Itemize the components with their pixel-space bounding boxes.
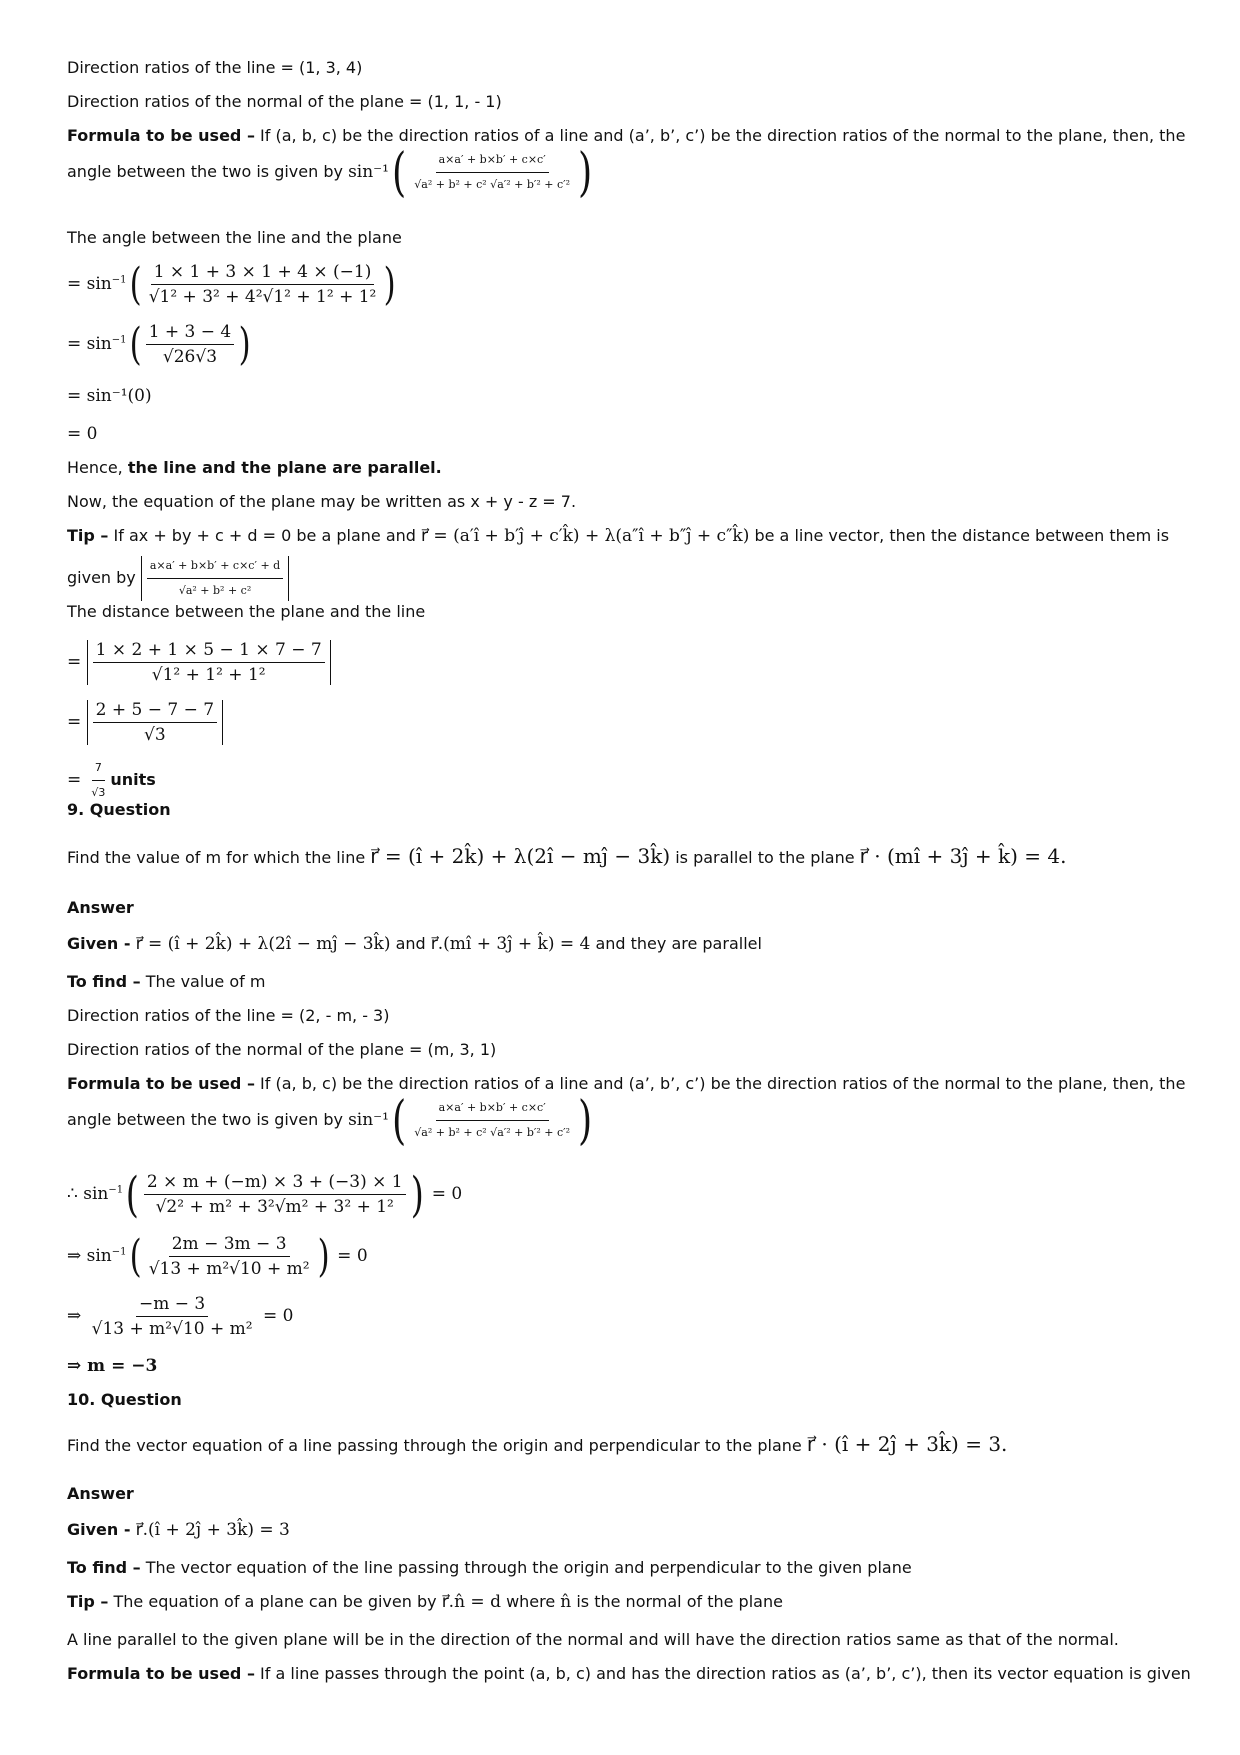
q10-formula — [67, 1664, 1191, 1684]
d1-den: √1² + 1² + 1² — [151, 665, 266, 685]
q9-tofind — [67, 972, 265, 992]
formula-fraction — [411, 150, 573, 195]
q9-result: ⇒ m = −3 — [67, 1356, 158, 1376]
q9-line-eq: r⃗ = (î + 2k̂) + λ(2î − mĵ − 3k̂) — [370, 844, 671, 868]
paren: ( — [392, 142, 407, 203]
q10-plane-eq: r⃗ · (î + 2ĵ + 3k̂) = 3. — [806, 1432, 1008, 1456]
s1-num: 2 × m + (−m) × 3 + (−3) × 1 — [144, 1172, 406, 1195]
hence-bold: the line and the plane are parallel. — [127, 458, 442, 477]
q10-question — [67, 1434, 1007, 1456]
formula-text2: angle between the two is given by — [67, 162, 343, 181]
distance-step-1: = $\frac{1 \times 2 + 1 \times 5 - 1 \times 7 - 7}{\text{√1² + 1² + 1²}}$ — [67, 640, 331, 685]
step2-num: 1 + 3 − 4 — [146, 322, 235, 345]
tip-num: a×a′ + b×b′ + c×c′ + d — [147, 556, 283, 579]
q9-plane-eq: r⃗ · (mî + 3ĵ + k̂) = 4. — [859, 844, 1067, 868]
hence-line — [67, 458, 442, 478]
tip-given-by — [67, 556, 289, 601]
formula-fraction — [411, 1098, 573, 1143]
q9-step-1: ∴ $\sin^{-1}$( $\frac{2 \times m + (-m) \times 3 + (-3) \times 1}{\text{√2² + m² + 3²√m² + 3² + 1²}}$ ) = 0 — [67, 1166, 463, 1223]
tip-text1: If ax + by + c + d = 0 be a plane and — [113, 526, 416, 545]
q9-question-text: Find the value of m for which the line — [67, 848, 366, 867]
formula-label: Formula to be used – — [67, 1074, 255, 1093]
tip-text2: where — [506, 1592, 556, 1611]
d2-den: √3 — [144, 725, 166, 745]
tip-text3: is the normal of the plane — [576, 1592, 783, 1611]
hence-text: Hence, — [67, 458, 123, 477]
s2-num: 2m − 3m − 3 — [169, 1234, 290, 1257]
step1-num: 1 × 1 + 3 × 1 + 4 × (−1) — [151, 262, 375, 285]
formula-line — [67, 126, 1185, 146]
formula-num: a×a′ + b×b′ + c×c′ — [436, 1098, 549, 1121]
formula-expr: sin⁻¹ — [348, 162, 389, 182]
s3-num: −m − 3 — [136, 1294, 208, 1317]
formula-text: If (a, b, c) be the direction ratios of a line and (a’, b’, c’) be the direction ratios of the normal to the plane, then, the — [260, 1074, 1186, 1093]
s2-den: √13 + m²√10 + m² — [148, 1259, 310, 1279]
tip-den: √a² + b² + c² — [178, 584, 252, 597]
q9-question — [67, 846, 1066, 868]
q9-question-mid: is parallel to the plane — [675, 848, 855, 867]
q9-formula-angle: angle between the two is given by sin⁻¹( $\frac{a\times a' + b\times b' + c\times c'}{\text{√a² + b² + c² √a′² + b′² + c′²}}$ ) — [67, 1090, 593, 1151]
q10-answer: Answer — [67, 1484, 134, 1503]
given-label: Given - — [67, 934, 131, 953]
tofind-label: To find – — [67, 1558, 141, 1577]
formula-den: √a² + b² + c² √a′² + b′² + c′² — [414, 178, 571, 191]
tofind-text: The vector equation of the line passing through the origin and perpendicular to the given plane — [145, 1558, 912, 1577]
step1-den: √1² + 3² + 4²√1² + 1² + 1² — [148, 287, 377, 307]
s1-den: √2² + m² + 3²√m² + 3² + 1² — [155, 1197, 394, 1217]
tip-vector: r⃗ = (a′î + b′ĵ + c′k̂) + λ(a″î + b″ĵ + c″k̂) — [421, 526, 750, 546]
d2-num: 2 + 5 − 7 − 7 — [93, 700, 217, 723]
q9-step-3: ⇒ $\frac{-m - 3}{\text{√13 + m²√10 + m²}}$ = 0 — [67, 1294, 294, 1339]
tip-abs — [141, 556, 289, 601]
given-expr: r⃗.(î + 2ĵ + 3k̂) = 3 — [135, 1520, 290, 1540]
formula-label: Formula to be used – — [67, 126, 255, 145]
tofind-label: To find – — [67, 972, 141, 991]
step1-fraction — [146, 262, 380, 307]
given-expr2: r⃗.(mî + 3ĵ + k̂) = 4 — [430, 934, 591, 954]
d3-num: 7 — [92, 758, 105, 781]
q9-dr-line: Direction ratios of the line = (2, - m, - 3) — [67, 1006, 390, 1025]
formula-text: If a line passes through the point (a, b, c) and has the direction ratios as (a’, b’, c’), then its vector equation is given — [260, 1664, 1191, 1683]
step2-den: √26√3 — [162, 347, 218, 367]
formula-text: If (a, b, c) be the direction ratios of a line and (a’, b’, c’) be the direction ratios of the normal to the plane, then, the — [260, 126, 1186, 145]
angle-step-1: = $\sin^{-1}$( $\frac{1 \times 1 + 3 \times 1 + 4 \times (-1)}{\text{√1² + 3² + 4²√1² + 1² + 1²}}$ ) — [67, 258, 396, 310]
q9-answer: Answer — [67, 898, 134, 917]
angle-step-2: = $\sin^{-1}$( $\frac{1 + 3 - 4}{√26√3}$ ) — [67, 318, 251, 370]
tip-line — [67, 526, 1169, 546]
tip-text3: given by — [67, 568, 136, 587]
q9-heading: 9. Question — [67, 800, 171, 819]
q10-tofind — [67, 1558, 912, 1578]
q10-parallel: A line parallel to the given plane will be in the direction of the normal and will have the direction ratios same as that of the normal. — [67, 1630, 1119, 1649]
q9-dr-normal: Direction ratios of the normal of the plane = (m, 3, 1) — [67, 1040, 497, 1059]
q10-tip — [67, 1592, 783, 1612]
s3-den: √13 + m²√10 + m² — [91, 1319, 253, 1339]
q9-formula-line — [67, 1074, 1185, 1094]
dr-line: Direction ratios of the line = (1, 3, 4) — [67, 58, 363, 77]
q9-given — [67, 934, 762, 954]
formula-angle-line — [67, 142, 595, 203]
distance-intro: The distance between the plane and the line — [67, 602, 426, 621]
tip-label: Tip – — [67, 526, 109, 545]
q10-question-text: Find the vector equation of a line passing through the origin and perpendicular to the plane — [67, 1436, 802, 1455]
plane-equation: Now, the equation of the plane may be written as x + y - z = 7. — [67, 492, 577, 511]
formula-expr: sin⁻¹ — [348, 1110, 389, 1130]
dr-normal: Direction ratios of the normal of the plane = (1, 1, - 1) — [67, 92, 502, 111]
angle-step-4: = 0 — [67, 424, 98, 444]
distance-step-3: = $\frac{7}{√3}$ units — [67, 758, 156, 803]
tip-text1: The equation of a plane can be given by — [113, 1592, 437, 1611]
given-label: Given - — [67, 1520, 131, 1539]
q10-heading: 10. Question — [67, 1390, 182, 1409]
tip-text2: be a line vector, then the distance between them is — [754, 526, 1170, 545]
tip-n: n̂ — [560, 1592, 572, 1612]
d1-num: 1 × 2 + 1 × 5 − 1 × 7 − 7 — [93, 640, 325, 663]
d3-den: √3 — [91, 786, 106, 799]
step2-fraction — [146, 322, 235, 367]
given-and: and — [395, 934, 426, 953]
tofind-text: The value of m — [145, 972, 266, 991]
q10-given — [67, 1520, 290, 1540]
q9-step-2: ⇒ $\sin^{-1}$( $\frac{2m - 3m - 3}{\text{√13 + m²√10 + m²}}$ ) = 0 — [67, 1230, 368, 1282]
formula-text2: angle between the two is given by — [67, 1110, 343, 1129]
paren: ) — [578, 142, 593, 203]
units-label: units — [110, 770, 156, 789]
tip-label: Tip – — [67, 1592, 109, 1611]
tip-expr: r⃗.n̂ = d — [441, 1592, 501, 1612]
given-tail: and they are parallel — [595, 934, 762, 953]
angle-intro: The angle between the line and the plane — [67, 228, 402, 247]
distance-step-2: = $\frac{2 + 5 - 7 - 7}{√3}$ — [67, 700, 223, 745]
formula-num: a×a′ + b×b′ + c×c′ — [436, 150, 549, 173]
angle-step-3: = sin⁻¹(0) — [67, 386, 152, 406]
formula-label: Formula to be used – — [67, 1664, 255, 1683]
given-expr: r⃗ = (î + 2k̂) + λ(2î − mĵ − 3k̂) — [135, 934, 391, 954]
formula-den: √a² + b² + c² √a′² + b′² + c′² — [414, 1126, 571, 1139]
